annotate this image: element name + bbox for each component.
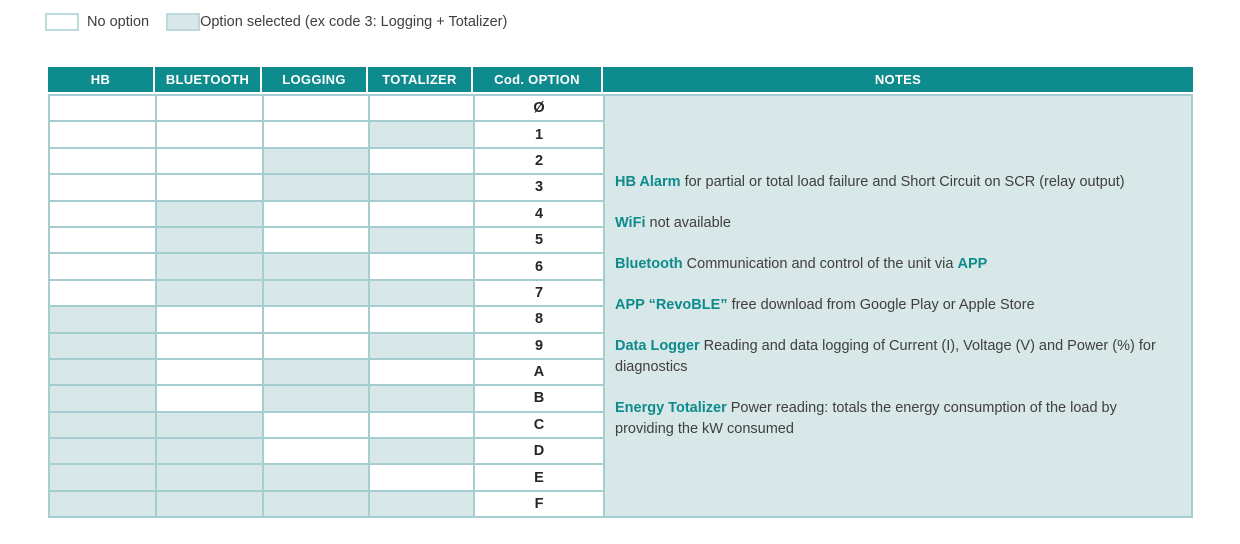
option-grid	[48, 94, 605, 518]
option-cell-totalizer-2	[370, 149, 473, 173]
option-cell-totalizer-E	[370, 465, 473, 489]
code-cell-D: D	[475, 439, 603, 463]
option-cell-logging-9	[264, 334, 368, 358]
option-cell-bluetooth-A	[157, 360, 262, 384]
option-cell-totalizer-B	[370, 386, 473, 410]
header-bluetooth: BLUETOOTH	[155, 67, 260, 92]
code-cell-Ø: Ø	[475, 96, 603, 120]
option-cell-logging-8	[264, 307, 368, 331]
option-cell-bluetooth-F	[157, 492, 262, 516]
note-item-4	[615, 336, 1173, 378]
option-cell-logging-F	[264, 492, 368, 516]
option-cell-bluetooth-B	[157, 386, 262, 410]
option-cell-bluetooth-9	[157, 334, 262, 358]
option-cell-hb-2	[50, 149, 155, 173]
code-cell-B: B	[475, 386, 603, 410]
header-hb: HB	[48, 67, 153, 92]
option-cell-logging-Ø	[264, 96, 368, 120]
note-term: APP “RevoBLE”	[615, 297, 728, 314]
option-cell-hb-E	[50, 465, 155, 489]
option-cell-hb-8	[50, 307, 155, 331]
code-cell-7: 7	[475, 281, 603, 305]
option-cell-logging-7	[264, 281, 368, 305]
option-cell-totalizer-F	[370, 492, 473, 516]
code-cell-C: C	[475, 413, 603, 437]
code-cell-9: 9	[475, 334, 603, 358]
note-term: Bluetooth	[615, 256, 683, 273]
note-text: free download from Google Play or Apple Store	[727, 297, 1035, 314]
code-cell-2: 2	[475, 149, 603, 173]
option-cell-hb-6	[50, 254, 155, 278]
option-cell-hb-3	[50, 175, 155, 199]
option-cell-totalizer-C	[370, 413, 473, 437]
note-item-5	[615, 398, 1173, 440]
option-cell-hb-B	[50, 386, 155, 410]
note-item-3	[615, 295, 1173, 316]
note-term: APP	[957, 256, 988, 273]
note-text: not available	[645, 215, 731, 232]
table-header-row	[48, 67, 1193, 92]
option-cell-logging-6	[264, 254, 368, 278]
note-item-2	[615, 254, 1173, 275]
legend-option-selected-label: Option selected (ex code 3: Logging + Totalizer)	[200, 14, 508, 30]
option-cell-logging-A	[264, 360, 368, 384]
code-cell-5: 5	[475, 228, 603, 252]
table-body	[48, 94, 1193, 518]
option-cell-bluetooth-2	[157, 149, 262, 173]
option-cell-totalizer-Ø	[370, 96, 473, 120]
option-cell-hb-A	[50, 360, 155, 384]
option-cell-totalizer-6	[370, 254, 473, 278]
option-cell-totalizer-1	[370, 122, 473, 146]
option-cell-hb-7	[50, 281, 155, 305]
option-cell-totalizer-A	[370, 360, 473, 384]
header-cod-option: Cod. OPTION	[473, 67, 601, 92]
code-cell-4: 4	[475, 202, 603, 226]
option-cell-bluetooth-8	[157, 307, 262, 331]
option-cell-logging-5	[264, 228, 368, 252]
note-text: for partial or total load failure and Short Circuit on SCR (relay output)	[680, 174, 1125, 191]
option-cell-hb-1	[50, 122, 155, 146]
option-cell-bluetooth-D	[157, 439, 262, 463]
option-cell-logging-B	[264, 386, 368, 410]
option-cell-logging-2	[264, 149, 368, 173]
option-cell-logging-E	[264, 465, 368, 489]
option-cell-bluetooth-6	[157, 254, 262, 278]
note-text: Communication and control of the unit via	[682, 256, 958, 273]
option-cell-logging-1	[264, 122, 368, 146]
option-cell-hb-5	[50, 228, 155, 252]
note-text: Power reading: totals the energy consumption of the load by providing the kW consumed	[615, 400, 1117, 438]
note-term: WiFi	[615, 215, 646, 232]
option-cell-totalizer-3	[370, 175, 473, 199]
legend-option-selected-swatch	[166, 13, 200, 31]
option-cell-hb-4	[50, 202, 155, 226]
legend	[45, 13, 1240, 31]
option-cell-bluetooth-C	[157, 413, 262, 437]
code-cell-3: 3	[475, 175, 603, 199]
note-term: Energy Totalizer	[615, 400, 727, 417]
option-cell-bluetooth-7	[157, 281, 262, 305]
header-totalizer: TOTALIZER	[368, 67, 471, 92]
option-cell-bluetooth-E	[157, 465, 262, 489]
header-logging: LOGGING	[262, 67, 366, 92]
option-cell-totalizer-9	[370, 334, 473, 358]
code-cell-1: 1	[475, 122, 603, 146]
option-cell-totalizer-7	[370, 281, 473, 305]
option-cell-bluetooth-5	[157, 228, 262, 252]
option-cell-logging-3	[264, 175, 368, 199]
header-notes: NOTES	[603, 67, 1193, 92]
option-cell-hb-D	[50, 439, 155, 463]
code-cell-A: A	[475, 360, 603, 384]
option-cell-bluetooth-4	[157, 202, 262, 226]
code-cell-6: 6	[475, 254, 603, 278]
note-text: Reading and data logging of Current (I), Voltage (V) and Power (%) for diagnostics	[615, 338, 1156, 376]
option-cell-logging-C	[264, 413, 368, 437]
option-cell-totalizer-5	[370, 228, 473, 252]
note-term: HB Alarm	[615, 174, 681, 191]
legend-no-option-swatch	[45, 13, 79, 31]
option-cell-bluetooth-Ø	[157, 96, 262, 120]
option-cell-totalizer-D	[370, 439, 473, 463]
code-cell-F: F	[475, 492, 603, 516]
option-cell-totalizer-8	[370, 307, 473, 331]
option-cell-logging-D	[264, 439, 368, 463]
option-cell-hb-Ø	[50, 96, 155, 120]
option-cell-hb-9	[50, 334, 155, 358]
notes-panel	[605, 94, 1193, 518]
code-cell-E: E	[475, 465, 603, 489]
option-cell-logging-4	[264, 202, 368, 226]
legend-no-option-label: No option	[87, 14, 150, 30]
code-cell-8: 8	[475, 307, 603, 331]
note-item-0	[615, 172, 1173, 193]
option-cell-hb-F	[50, 492, 155, 516]
option-cell-bluetooth-3	[157, 175, 262, 199]
option-cell-hb-C	[50, 413, 155, 437]
option-cell-totalizer-4	[370, 202, 473, 226]
note-term: Data Logger	[615, 338, 700, 355]
option-cell-bluetooth-1	[157, 122, 262, 146]
option-code-table	[48, 67, 1193, 518]
note-item-1	[615, 213, 1173, 234]
